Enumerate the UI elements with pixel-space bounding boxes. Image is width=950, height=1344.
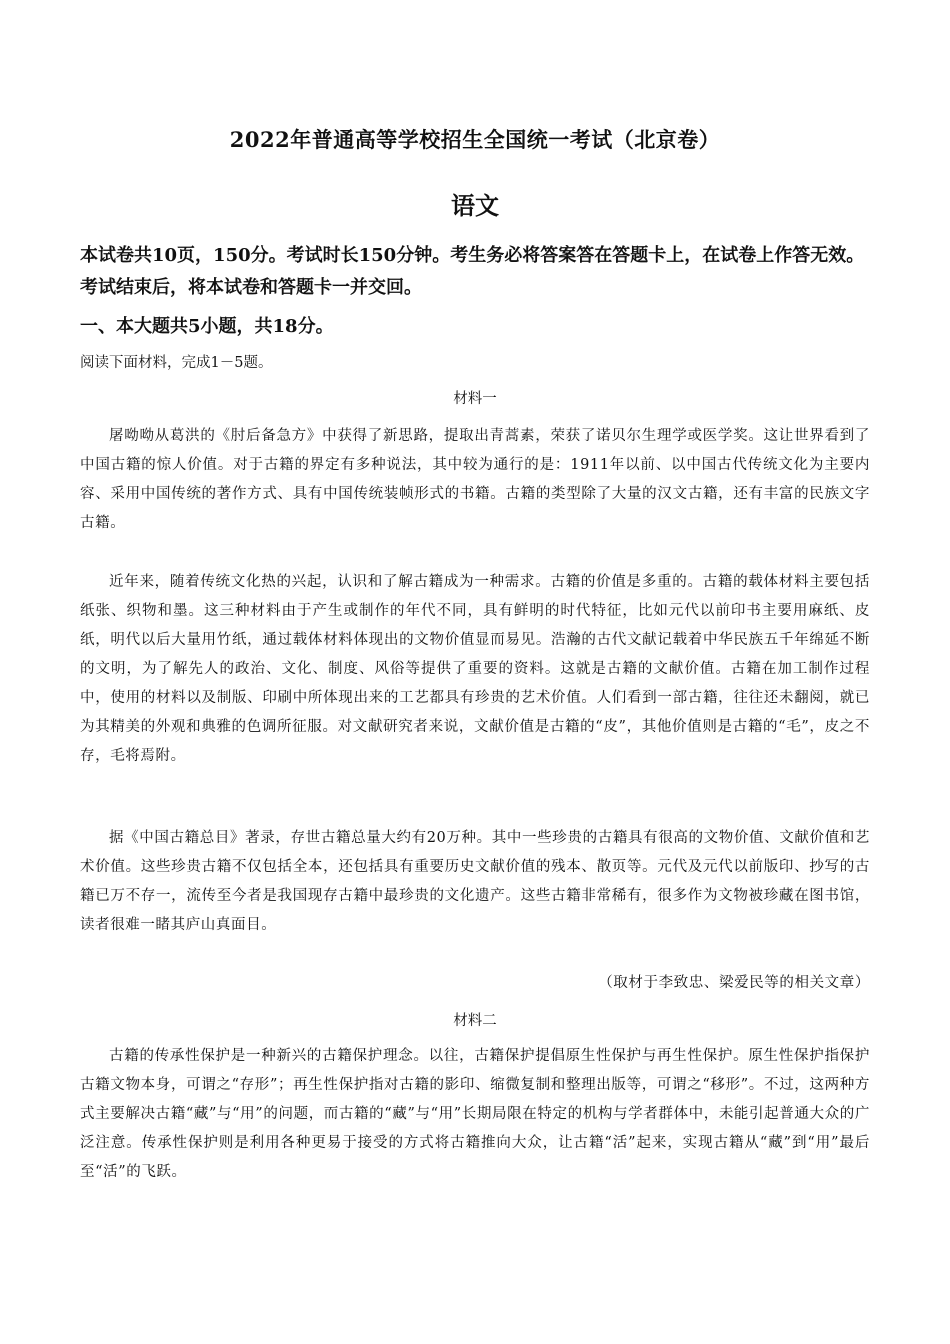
material-1-paragraph-1: 屠呦呦从葛洪的《肘后备急方》中获得了新思路，提取出青蒿素，荣获了诺贝尔生理学或医学奖。这让世界看到了中国古籍的惊人价值。对于古籍的界定有多种说法，其中较为通行的是：1911年以前、以中国古代传统文化为主要内容、采用中国传统的著作方式、具有中国传统装帧形式的书籍。古籍的类型除了大量的汉文古籍，还有丰富的民族文字古籍。: [80, 428, 870, 531]
material-2-paragraph-1: 古籍的传承性保护是一种新兴的古籍保护理念。以往，古籍保护提倡原生性保护与再生性保护。原生性保护指保护古籍文物本身，可谓之“存形”；再生性保护指对古籍的影印、缩微复制和整理出版等，可谓之“移形”。不过，这两种方式主要解决古籍“藏”与“用”的问题，而古籍的“藏”与“用”长期局限在特定的机构与学者群体中，未能引起普通大众的广泛注意。传承性保护则是利用各种更易于接受的方式将古籍推向大众，让古籍“活”起来，实现古籍从“藏”到“用”最后至“活”的飞跃。: [80, 1048, 870, 1180]
exam-instructions: 本试卷共10页，150分。考试时长150分钟。考生务必将答案答在答题卡上，在试卷上作答无效。考试结束后，将本试卷和答题卡一并交回。: [80, 245, 865, 298]
section-heading: 一、本大题共5小题，共18分。: [80, 316, 334, 337]
material-1-source: （取材于李致忠、梁爱民等的相关文章）: [598, 975, 870, 991]
subject-title: 语文: [451, 191, 499, 220]
reading-intro: 阅读下面材料，完成1－5题。: [80, 355, 273, 371]
material-1-title: 材料一: [453, 391, 497, 407]
material-2-title: 材料二: [453, 1013, 497, 1029]
material-1-paragraph-2: 近年来，随着传统文化热的兴起，认识和了解古籍成为一种需求。古籍的价值是多重的。古籍的载体材料主要包括纸张、织物和墨。这三种材料由于产生或制作的年代不同，具有鲜明的时代特征，比如元代以前印书主要用麻纸、皮纸，明代以后大量用竹纸，通过载体材料体现出的文物价值显而易见。浩瀚的古代文献记载着中华民族五千年绵延不断的文明，为了解先人的政治、文化、制度、风俗等提供了重要的资料。这就是古籍的文献价值。古籍在加工制作过程中，使用的材料以及制版、印刷中所体现出来的工艺都具有珍贵的艺术价值。人们看到一部古籍，往往还未翻阅，就已为其精美的外观和典雅的色调所征服。对文献研究者来说，文献价值是古籍的“皮”，其他价值则是古籍的“毛”，皮之不存，毛将焉附。: [80, 574, 870, 764]
exam-title: 2022年普通高等学校招生全国统一考试（北京卷）: [229, 127, 721, 152]
material-1-paragraph-3: 据《中国古籍总目》著录，存世古籍总量大约有20万种。其中一些珍贵的古籍具有很高的文物价值、文献价值和艺术价值。这些珍贵古籍不仅包括全本，还包括具有重要历史文献价值的残本、散页等。元代及元代以前版印、抄写的古籍已万不存一，流传至今者是我国现存古籍中最珍贵的文化遗产。这些古籍非常稀有，很多作为文物被珍藏在图书馆，读者很难一睹其庐山真面目。: [80, 830, 870, 933]
